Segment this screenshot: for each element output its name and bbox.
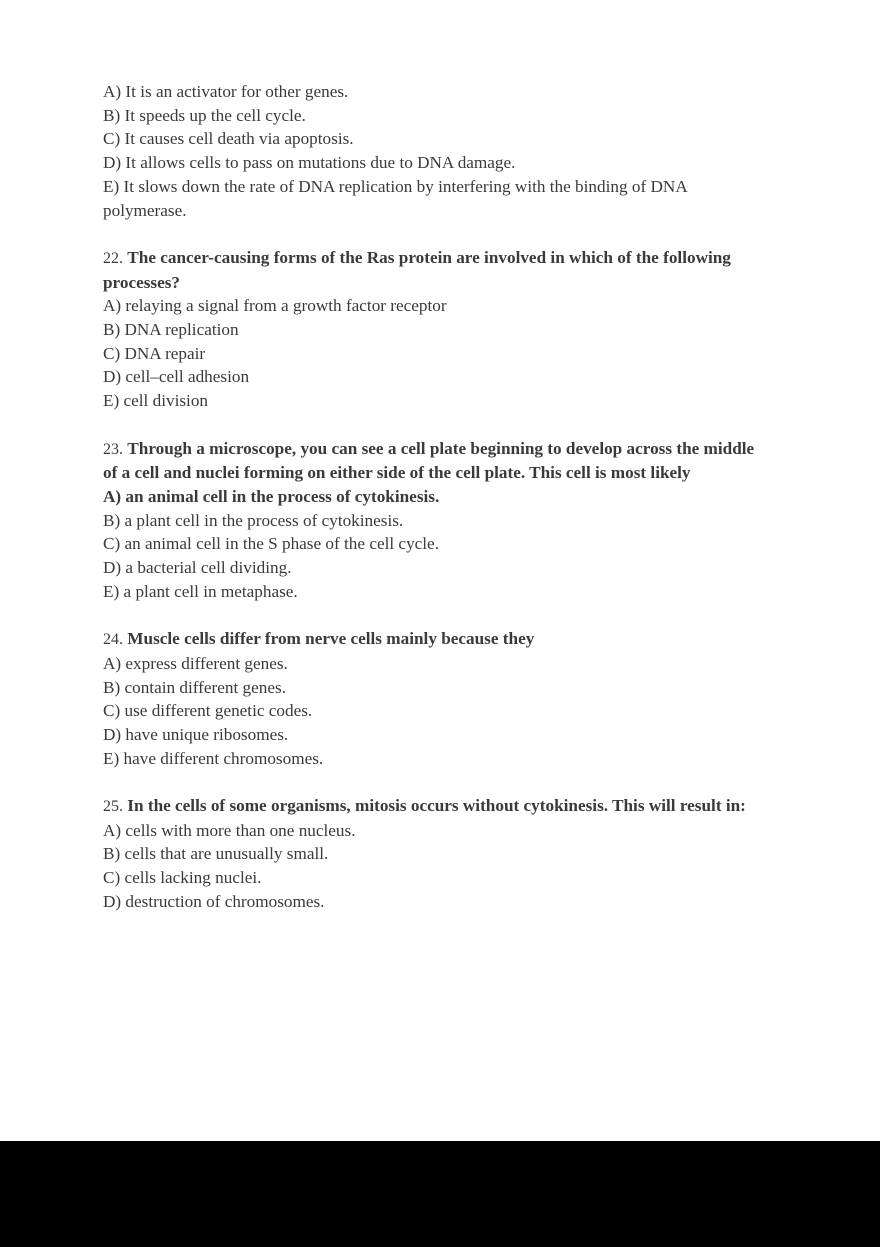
answer-option: D) cell–cell adhesion (103, 367, 250, 387)
answer-option: B) contain different genes. (103, 677, 286, 697)
answer-option: B) cells that are unusually small. (103, 844, 329, 864)
question-number: 22. (103, 249, 123, 267)
answer-option: D) destruction of chromosomes. (103, 891, 325, 911)
answer-option: D) have unique ribosomes. (103, 724, 289, 744)
answer-option: D) a bacterial cell dividing. (103, 558, 292, 578)
answer-option: B) It speeds up the cell cycle. (103, 105, 306, 125)
question-23-block (103, 437, 758, 604)
question-text: In the cells of some organisms, mitosis occurs without cytokinesis. This will result in: (127, 796, 746, 816)
question-heading (103, 246, 758, 294)
answer-option: C) It causes cell death via apoptosis. (103, 129, 354, 149)
question-25-block (103, 794, 758, 914)
answer-option: A) an animal cell in the process of cytokinesis. (103, 486, 440, 506)
answer-option: E) cell division (103, 391, 209, 411)
carryover-options-block (103, 80, 758, 222)
bottom-black-bar (0, 1141, 880, 1247)
answer-option: C) DNA repair (103, 343, 206, 363)
answer-option: E) have different chromosomes. (103, 748, 324, 768)
question-number: 25. (103, 798, 123, 816)
question-24-block (103, 627, 758, 770)
answer-option: B) a plant cell in the process of cytokinesis. (103, 510, 404, 530)
question-heading (103, 627, 758, 652)
quiz-content (103, 80, 758, 914)
question-text: The cancer-causing forms of the Ras protein are involved in which of the following processes? (103, 247, 731, 292)
question-heading (103, 794, 758, 819)
answer-option: E) a plant cell in metaphase. (103, 581, 298, 601)
answer-option: C) cells lacking nuclei. (103, 868, 262, 888)
question-heading (103, 437, 758, 485)
answer-option: C) an animal cell in the S phase of the cell cycle. (103, 534, 439, 554)
answer-option: A) relaying a signal from a growth factor receptor (103, 296, 447, 316)
answer-option: A) It is an activator for other genes. (103, 82, 349, 101)
answer-option: B) DNA replication (103, 320, 239, 340)
answer-option: A) cells with more than one nucleus. (103, 820, 356, 840)
answer-option: E) It slows down the rate of DNA replication by interfering with the binding of DNA polymerase. (103, 176, 687, 220)
question-22-block (103, 246, 758, 413)
question-text: Muscle cells differ from nerve cells mainly because they (127, 629, 535, 649)
question-number: 23. (103, 440, 123, 458)
answer-option: D) It allows cells to pass on mutations due to DNA damage. (103, 153, 516, 173)
question-number: 24. (103, 631, 123, 649)
answer-option: A) express different genes. (103, 653, 288, 673)
question-text: Through a microscope, you can see a cell plate beginning to develop across the middle of a cell and nuclei forming on either side of the cell plate. This cell is most likely (103, 438, 755, 483)
answer-option: C) use different genetic codes. (103, 701, 313, 721)
